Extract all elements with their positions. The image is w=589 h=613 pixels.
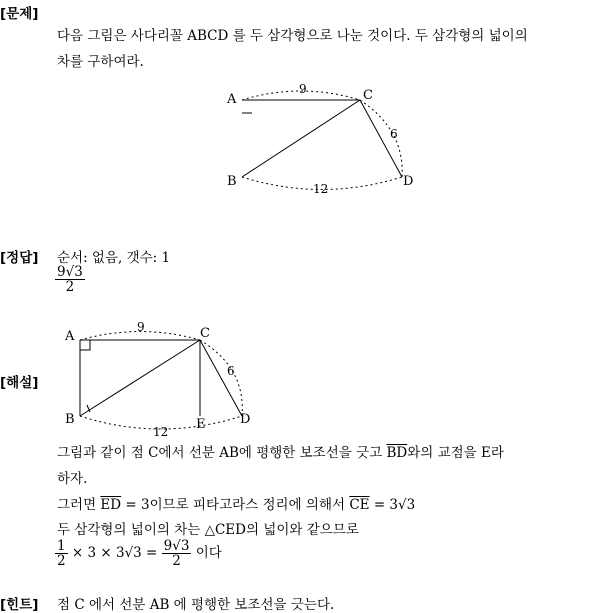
solution-line3-post: = 3√3 bbox=[373, 497, 416, 513]
segment-bd-symbol: $\overline{BD}$ bbox=[386, 445, 408, 461]
label-b: B bbox=[227, 174, 237, 189]
length-cd: 6 bbox=[390, 127, 398, 141]
answer-tag: [정답] bbox=[0, 250, 39, 266]
answer-line: 순서: 없음, 갯수: 1 bbox=[57, 250, 171, 266]
segment-ed-symbol: $\overline{ED}$ bbox=[100, 497, 122, 513]
answer-fraction-numerator: 9√3 bbox=[57, 264, 83, 280]
fraction1-denominator: 2 bbox=[57, 553, 66, 570]
fraction2-denominator: 2 bbox=[172, 553, 181, 570]
problem-text-line2: 차를 구하여라. bbox=[57, 54, 144, 70]
solution-line3-pre: 그러면 bbox=[57, 497, 97, 513]
solution-line3 bbox=[57, 493, 415, 513]
label-c: C bbox=[363, 88, 373, 103]
label-d: D bbox=[240, 412, 251, 427]
answer-fraction bbox=[55, 265, 85, 294]
solution-line2: 하자. bbox=[57, 471, 88, 487]
label-a: A bbox=[227, 92, 237, 107]
label-c: C bbox=[200, 326, 210, 341]
length-bd: 12 bbox=[153, 425, 169, 439]
solution-line1-pre: 그림과 같이 점 C에서 선분 AB에 평행한 보조선을 긋고 bbox=[57, 445, 383, 461]
label-b: B bbox=[65, 412, 75, 427]
segment-cb bbox=[242, 100, 360, 177]
trapezoid-figure bbox=[220, 80, 420, 195]
solution-line5-mid: × 3 × 3√3 = bbox=[71, 545, 158, 562]
length-cd: 6 bbox=[227, 364, 235, 378]
length-bd: 12 bbox=[313, 182, 329, 195]
solution-line4: 두 삼각형의 넓이의 차는 △CED의 넓이와 같으므로 bbox=[57, 522, 359, 538]
answer-fraction-denominator: 2 bbox=[65, 279, 75, 296]
problem-text-line1: 다음 그림은 사다리꼴 ABCD 를 두 삼각형으로 나눈 것이다. 두 삼각형의 넓이의 bbox=[57, 28, 528, 44]
solution-line1-post: 와의 교점을 E라 bbox=[407, 445, 504, 461]
segment-ce-symbol: $\overline{CE}$ bbox=[349, 497, 370, 513]
right-angle-mark bbox=[80, 340, 90, 350]
solution-line5-post: 이다 bbox=[195, 545, 222, 562]
segment-cd bbox=[200, 340, 242, 416]
fraction1-numerator: 1 bbox=[57, 538, 66, 554]
label-d: D bbox=[403, 174, 414, 189]
label-a: A bbox=[65, 329, 75, 344]
solution-figure bbox=[60, 318, 260, 440]
solution-line3-mid: = 3이므로 피타고라스 정리에 의해서 bbox=[125, 497, 346, 513]
hint-tag: [힌트] bbox=[0, 597, 39, 613]
fraction2-numerator: 9√3 bbox=[163, 538, 190, 554]
solution-line5 bbox=[55, 539, 222, 568]
length-ac: 9 bbox=[137, 320, 145, 334]
solution-line1 bbox=[57, 441, 504, 461]
solution-tag: [해설] bbox=[0, 375, 39, 391]
hint-text: 점 C 에서 선분 AB 에 평행한 보조선을 긋는다. bbox=[57, 597, 335, 613]
problem-tag: [문제] bbox=[0, 6, 39, 22]
segment-cb bbox=[80, 340, 200, 416]
length-ac: 9 bbox=[299, 82, 307, 96]
label-e: E bbox=[196, 417, 206, 432]
